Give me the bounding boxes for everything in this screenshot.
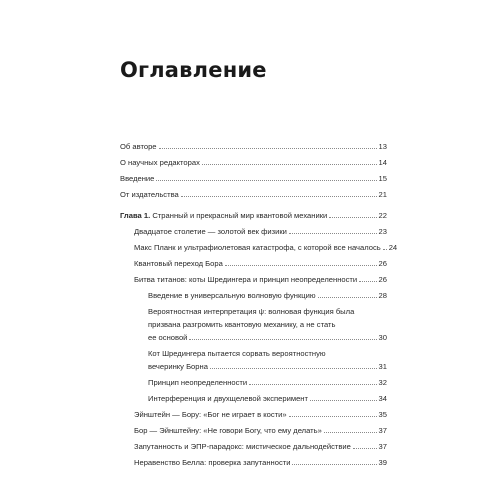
toc-entry-row xyxy=(120,172,387,185)
toc-entry-row xyxy=(148,392,387,405)
toc-page-number: 15 xyxy=(378,174,387,183)
toc-entry-title: От издательства xyxy=(120,190,179,199)
toc-entry xyxy=(134,424,387,437)
toc-entry xyxy=(134,408,387,421)
toc-page-number: 37 xyxy=(378,426,387,435)
dot-leader xyxy=(159,148,377,149)
toc-entry-row xyxy=(134,424,387,437)
dot-leader xyxy=(189,339,376,340)
toc-entry-title: Двадцатое столетие — золотой век физики xyxy=(134,227,287,236)
toc-page-number: 26 xyxy=(378,259,387,268)
toc-entry-title: Об авторе xyxy=(120,142,157,151)
toc-entry-title: вечеринку Борна xyxy=(148,362,208,371)
toc-entry-title: Битва титанов: коты Шредингера и принцип неопределенности xyxy=(134,275,358,284)
toc-entry xyxy=(134,225,387,238)
toc-page-number: 13 xyxy=(378,142,387,151)
toc-entry-row xyxy=(120,209,387,222)
toc-page-number: 32 xyxy=(378,378,387,387)
toc-page-number: 39 xyxy=(378,458,387,467)
toc-entry-title: Интерференция и двухщелевой эксперимент xyxy=(148,394,308,403)
toc-entry-row xyxy=(120,188,387,201)
toc-entry xyxy=(134,440,387,453)
toc-page-number: 23 xyxy=(378,227,387,236)
dot-leader xyxy=(225,265,377,266)
toc-entry-title: Макс Планк и ультрафиолетовая катастрофа, с которой все началось xyxy=(134,243,381,252)
toc-entry-title: ее основой xyxy=(148,333,188,342)
toc-entry-row xyxy=(148,376,387,389)
dot-leader xyxy=(289,416,377,417)
chapter-number: Глава 1. xyxy=(120,211,151,220)
toc-entry xyxy=(120,140,387,153)
toc-entry-title: Странный и прекрасный мир квантовой механики xyxy=(152,211,328,220)
toc-entry xyxy=(148,376,387,389)
toc-entry xyxy=(120,209,387,222)
toc-entry-title: Эйнштейн — Бору: «Бог не играет в кости» xyxy=(134,410,287,419)
toc-page-number: 22 xyxy=(378,211,387,220)
toc-entry-line: призвана разгромить квантовую механику, а не стать xyxy=(148,320,336,329)
toc-entry xyxy=(134,241,398,254)
toc-page-number: 28 xyxy=(378,291,387,300)
toc-entry-row xyxy=(120,156,387,169)
toc-page-number: 21 xyxy=(378,190,387,199)
toc-entry-title: Запутанность и ЭПР-парадокс: мистическое дальнодействие xyxy=(134,442,351,451)
dot-leader xyxy=(318,297,377,298)
dot-leader xyxy=(249,384,376,385)
dot-leader xyxy=(324,432,377,433)
toc-page-number: 34 xyxy=(378,394,387,403)
toc-entry xyxy=(134,257,387,270)
toc-entry xyxy=(134,456,387,469)
toc-page-number: 31 xyxy=(378,362,387,371)
toc-entry-title: Бор — Эйнштейну: «Не говори Богу, что ему делать» xyxy=(134,426,322,435)
toc-entry-title: Введение в универсальную волновую функцию xyxy=(148,291,316,300)
toc-entry-line: Кот Шредингера пытается сорвать вероятностную xyxy=(148,349,326,358)
dot-leader xyxy=(181,196,377,197)
toc-entry-row xyxy=(134,440,387,453)
page-title: Оглавление xyxy=(120,58,267,82)
dot-leader xyxy=(292,464,376,465)
toc-entry xyxy=(148,289,387,302)
toc-entry xyxy=(148,305,387,344)
toc-entry-row xyxy=(134,456,387,469)
dot-leader xyxy=(156,180,376,181)
toc-entry-row xyxy=(134,273,387,286)
dot-leader xyxy=(329,217,376,218)
dot-leader xyxy=(210,368,377,369)
dot-leader xyxy=(359,281,376,282)
toc-entry-row xyxy=(148,360,387,373)
dot-leader xyxy=(310,400,377,401)
toc-entry-title: Квантовый переход Бора xyxy=(134,259,223,268)
toc-entry xyxy=(134,273,387,286)
toc-entry xyxy=(148,392,387,405)
dot-leader xyxy=(202,164,377,165)
toc-entry-title: Принцип неопределенности xyxy=(148,378,248,387)
toc-entry-line: Вероятностная интерпретация ψ: волновая функция была xyxy=(148,307,355,316)
dot-leader xyxy=(353,448,377,449)
toc-entry-row xyxy=(148,289,387,302)
toc-entry-title: О научных редакторах xyxy=(120,158,200,167)
toc-entry-row xyxy=(148,331,387,344)
toc-entry-title: Неравенство Белла: проверка запутанности xyxy=(134,458,291,467)
toc-entry xyxy=(120,156,387,169)
toc-page-number: 30 xyxy=(378,333,387,342)
toc-entry-row xyxy=(134,408,387,421)
toc-entry-row xyxy=(134,257,387,270)
toc-entry-row xyxy=(134,241,398,254)
toc-page-number: 26 xyxy=(378,275,387,284)
toc-entry xyxy=(148,347,387,373)
toc-entry-row xyxy=(120,140,387,153)
toc-entry-title: Введение xyxy=(120,174,155,183)
toc-page-number: 37 xyxy=(378,442,387,451)
toc-page-number: 14 xyxy=(378,158,387,167)
dot-leader xyxy=(383,249,387,250)
dot-leader xyxy=(289,233,377,234)
toc-entry xyxy=(120,188,387,201)
toc-page-number: 35 xyxy=(378,410,387,419)
toc-page-number: 24 xyxy=(388,243,398,252)
toc-entry xyxy=(120,172,387,185)
toc-entry-row xyxy=(134,225,387,238)
